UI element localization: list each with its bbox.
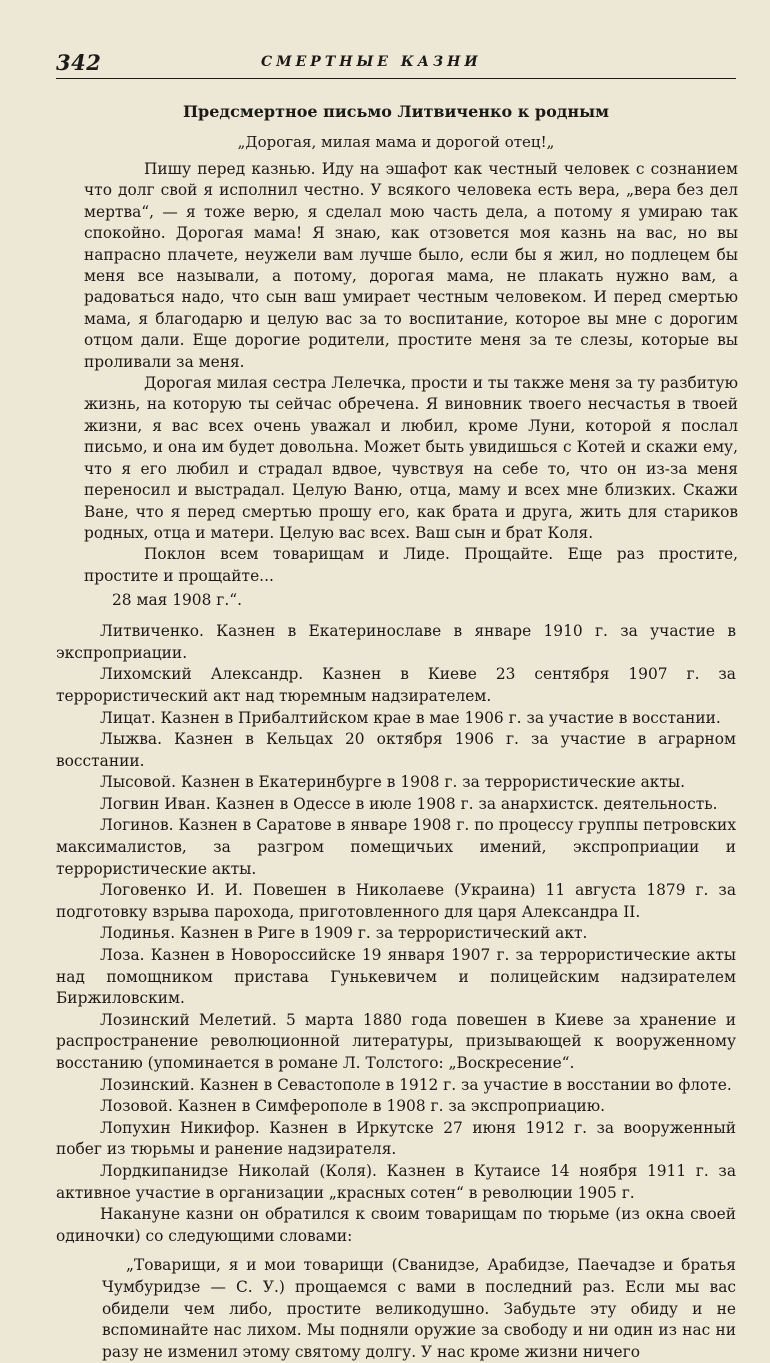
- entry: [56, 772, 736, 794]
- entry-name: Лордкипанидзе: [100, 1161, 229, 1180]
- entry-name: Лозинский: [100, 1010, 190, 1029]
- entry-name: Лихомский: [100, 665, 192, 684]
- entry-name: Логвин: [100, 794, 160, 813]
- entry: [56, 815, 736, 880]
- entry-name: Лопухин: [100, 1118, 171, 1137]
- running-title: СМЕРТНЫЕ КАЗНИ: [261, 54, 482, 70]
- entry: [56, 1161, 736, 1204]
- letter-paragraph: Пишу перед казнью. Иду на эшафот как честный человек с сознанием что долг свой я исполнил честно. У всякого человека есть вера, „вера без дел мертва“, — я тоже верю, я сделал мою часть дела, а потому я умираю так спокойно. Дорогая мама! Я знаю, как отзовется моя казнь на вас, но вы напрасно плачете, неужели вам лучше было, если бы я жил, но подлецем бы меня все называли, а потому, дорогая мама, не плакать нужно вам, а радоваться надо, что сын ваш умирает честным человеком. И перед смертью мама, я благодарю и целую вас за то воспитание, которое вы мне с дорогим отцом дали. Еще дорогие родители, простите меня за те слезы, которые вы проливали за меня.: [84, 160, 738, 371]
- entry-name: Логовенко: [100, 881, 187, 900]
- entry-text: Казнен в Прибалтийском крае в мае 1906 г. за участие в восстании.: [160, 708, 721, 727]
- letter-paragraph: Поклон всем товарищам и Лиде. Прощайте. Еще раз простите, простите и прощайте...: [84, 545, 738, 585]
- entry-text: И. И. Повешен в Николаеве (Украина) 11 августа 1879 г. за подготовку взрыва парохода, приготовленного для царя Александра II.: [56, 881, 736, 921]
- entry-text: Казнен в Симферополе в 1908 г. за экспроприацию.: [177, 1097, 606, 1116]
- entry-name: Лозовой.: [100, 1097, 173, 1116]
- entries-list: [56, 621, 736, 1247]
- entry: [56, 1096, 736, 1118]
- entry-text: Казнен в Екатеринославе в январе 1910 г. за участие в экспроприации.: [56, 622, 736, 662]
- quote-text: „Товарищи, я и мои товарищи (Сванидзе, Арабидзе, Паечадзе и братья Чумбуридзе — С. У.) прощаемся с вами в последний раз. Если мы вас обидели чем либо, простите великодушно. Забудьте эту обиду и не вспоминайте нас лихом. Мы подняли оружие за свободу и ни один из нас ни разу не изменил этому святому долгу. У нас кроме жизни ничего: [102, 1256, 736, 1361]
- entry: [56, 729, 736, 772]
- entry-text: Мелетий. 5 марта 1880 года повешен в Киеве за хранение и распространение революционной литературы, призывающей к вооруженному восстанию (упоминается в романе Л. Толстого: „Воскресение“.: [56, 1010, 736, 1072]
- entry-name: Лысовой.: [100, 773, 177, 792]
- entry-name: Литвиченко.: [100, 622, 204, 641]
- entry-text: Николай (Коля). Казнен в Кутаисе 14 ноября 1911 г. за активное участие в организации „красных сотен“ в революции 1905 г.: [56, 1161, 736, 1202]
- entry-name: Лицат.: [100, 708, 156, 727]
- entry: [56, 664, 736, 707]
- entry-name: Лоза.: [100, 946, 145, 965]
- entry: [56, 794, 736, 816]
- header-rule: [56, 78, 736, 79]
- entry-text: Иван. Казнен в Одессе в июле 1908 г. за анархистск. деятельность.: [164, 794, 718, 813]
- letter-date: 28 мая 1908 г.“.: [112, 591, 243, 610]
- page-header: [56, 44, 736, 75]
- entry-text: Казнен в Севастополе в 1912 г. за участие в восстании во флоте.: [199, 1075, 732, 1094]
- entry-text: Казнен в Саратове в январе 1908 г. по процессу группы петровских максималистов, за разгром помещичьих имений, экспроприации и террористические акты.: [56, 816, 736, 878]
- entry: [56, 1075, 736, 1097]
- entry: [56, 1010, 736, 1075]
- entry-name: Логинов.: [100, 816, 174, 835]
- entry-text: Казнен в Риге в 1909 г. за террористический акт.: [180, 924, 588, 943]
- letter-paragraph: Дорогая милая сестра Лелечка, прости и ты также меня за ту разбитую жизнь, на которую ты сейчас обречена. Я виновник твоего несчастья в твоей жизни, я вас всех очень уважал и любил, кроме Луни, которой я послал письмо, и она им будет довольна. Может быть увидишься с Котей и скажи ему, что я его любил и страдал вдвое, чувствуя на себе то, что он из-за меня переносил и выстрадал. Целую Ваню, отца, маму и всех мне близких. Скажи Ване, что я перед смертью прошу его, как брата и друга, жить для стариков родных, отца и матери. Целую вас всех. Ваш сын и брат Коля.: [84, 374, 738, 542]
- entry-text: Казнен в Екатеринбурге в 1908 г. за террористические акты.: [180, 773, 686, 792]
- entry-text: Казнен в Новороссийске 19 января 1907 г. за террористические акты над помощником пристава Гунькевичем и полицейским надзирателем Биржиловским.: [56, 946, 736, 1008]
- closing-intro: Накануне казни он обратился к своим товарищам по тюрьме (из окна своей одиночки) со следующими словами:: [56, 1205, 736, 1245]
- entry-name: Лыжва.: [100, 730, 162, 749]
- entry-name: Лодинья.: [100, 924, 176, 943]
- entry: [56, 880, 736, 923]
- entry: [56, 621, 736, 664]
- prison-address-quote: [102, 1255, 736, 1363]
- entry: [56, 708, 736, 730]
- letter-body: [84, 159, 738, 611]
- entry: [56, 945, 736, 1010]
- letter-title: Предсмертное письмо Литвиченко к родным: [182, 102, 610, 121]
- entry-text: Александр. Казнен в Киеве 23 сентября 1907 г. за террористический акт над тюремным надзирателем.: [56, 665, 736, 705]
- letter-salutation: „Дорогая, милая мама и дорогой отец!„: [237, 133, 555, 151]
- entry-text: Казнен в Кельцах 20 октября 1906 г. за участие в аграрном восстании.: [56, 730, 736, 770]
- entry-text: Никифор. Казнен в Иркутске 27 июня 1912 г. за вооруженный побег из тюрьмы и ранение надзирателя.: [56, 1118, 736, 1159]
- entry: [56, 923, 736, 945]
- page-number: 342: [56, 50, 102, 75]
- entry: [56, 1118, 736, 1161]
- entry-name: Лозинский.: [100, 1075, 195, 1094]
